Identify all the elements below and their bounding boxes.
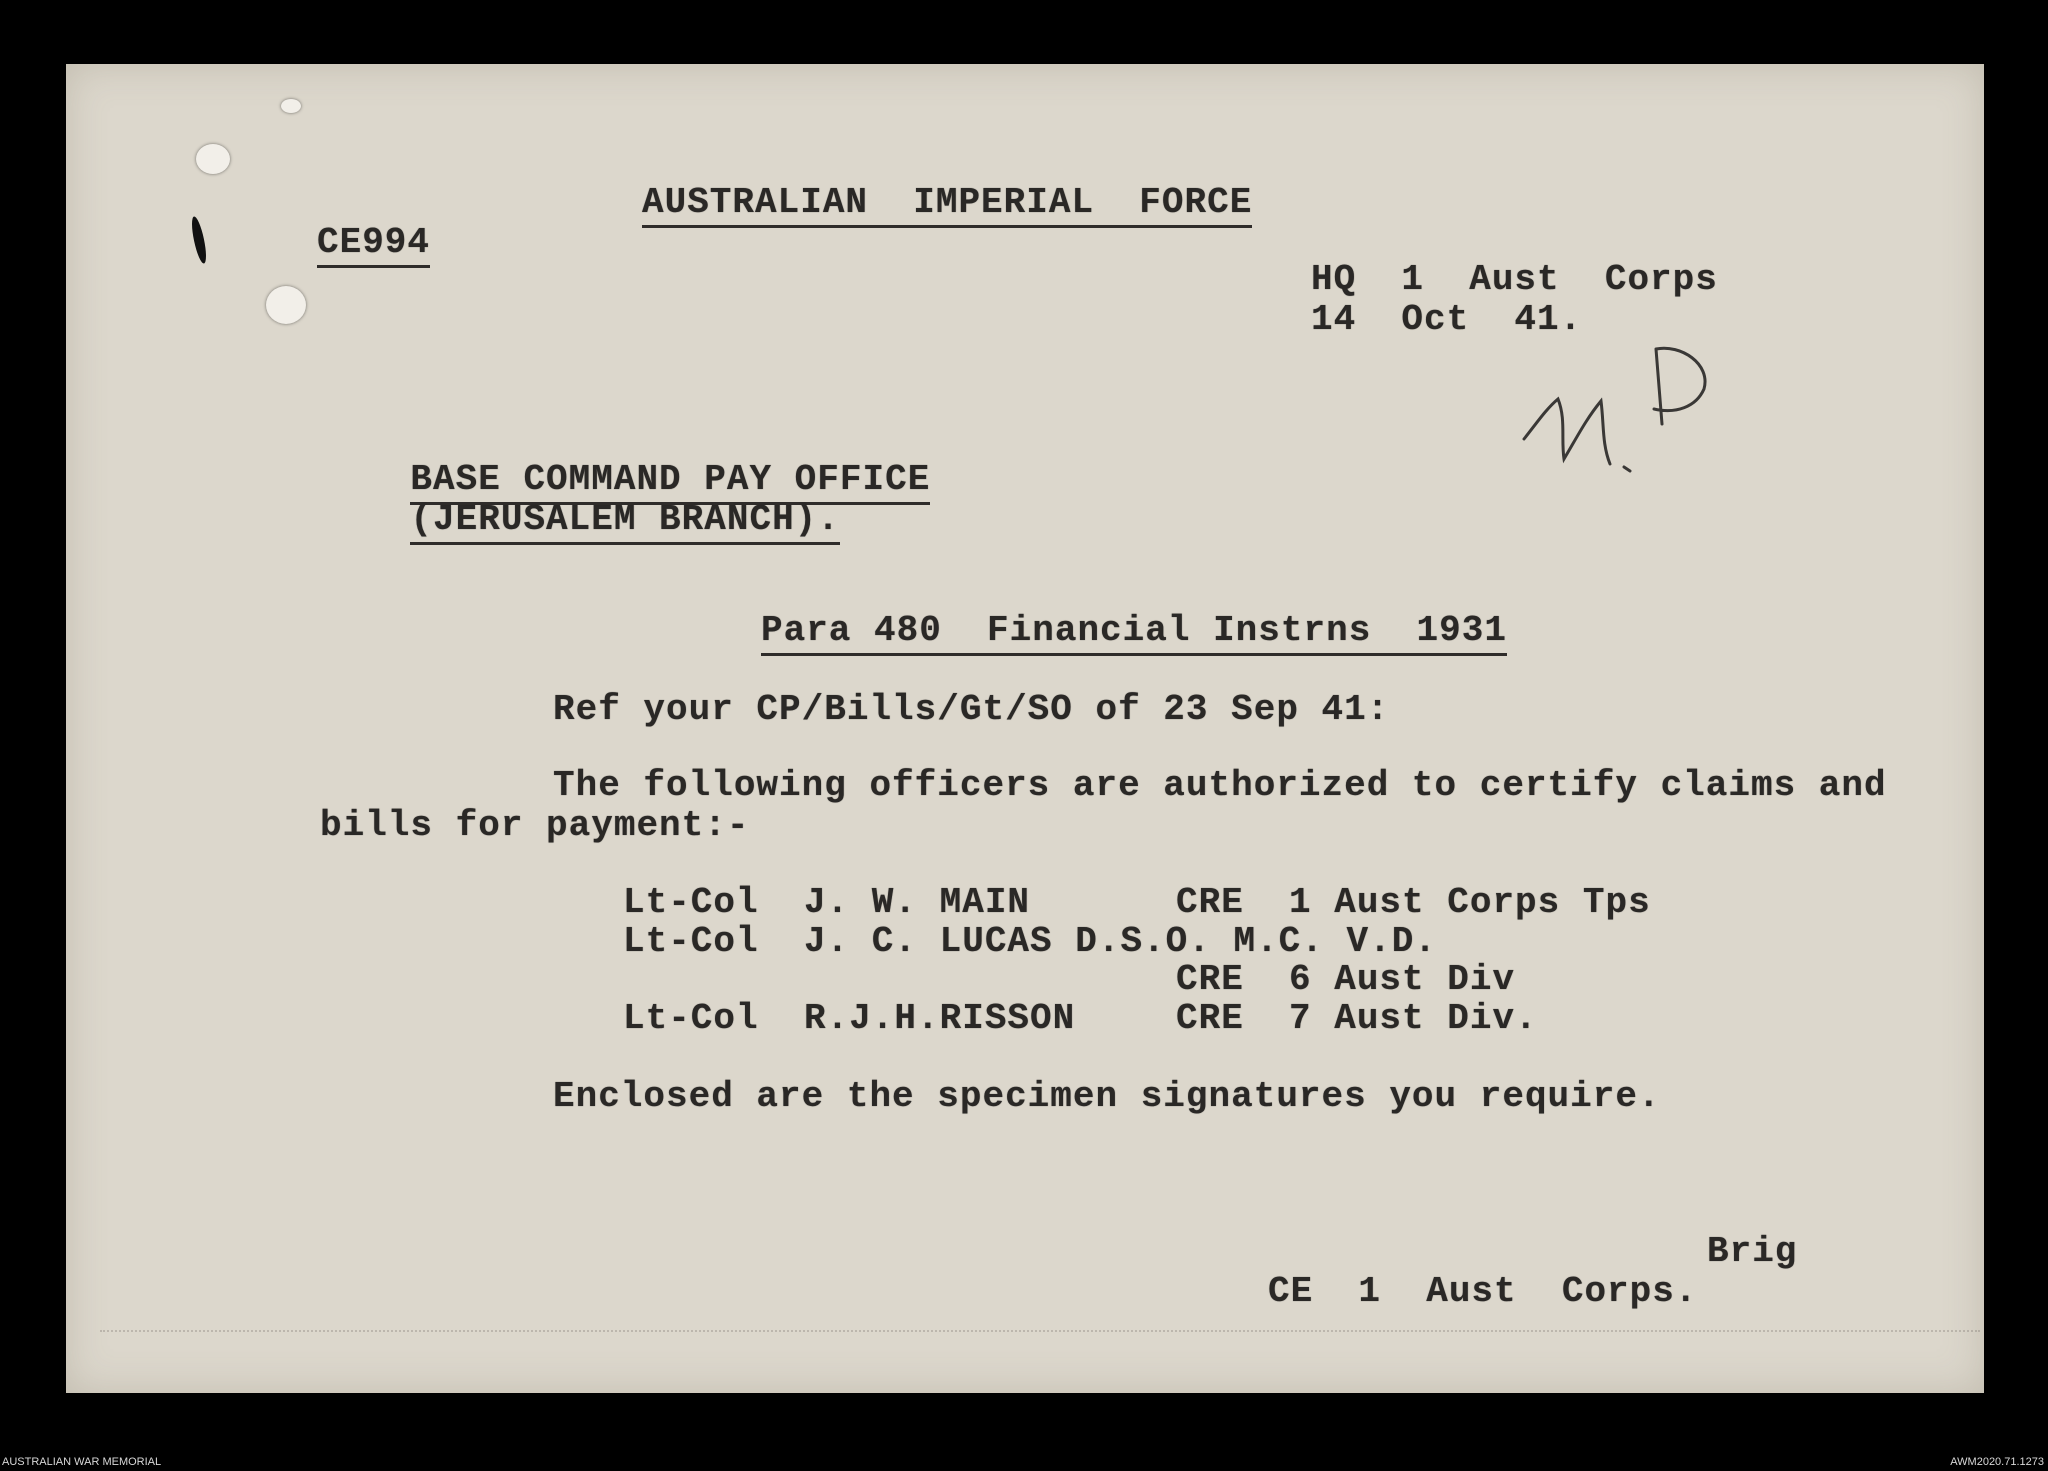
document-heading: AUSTRALIAN IMPERIAL FORCE: [642, 183, 1252, 228]
archive-item-number: AWM2020.71.1273: [1950, 1456, 2044, 1468]
officer-rank: Lt-Col: [623, 921, 759, 962]
signature-rank: Brig: [1707, 1231, 1798, 1272]
body-line-1: The following officers are authorized to certify claims and: [553, 765, 1887, 806]
sender-unit: HQ 1 Aust Corps: [1311, 259, 1718, 300]
signature-title: CE 1 Aust Corps.: [1268, 1271, 1698, 1312]
handwritten-initials: [1506, 329, 1726, 489]
officer-appointment: CRE 6 Aust Div: [1176, 959, 1516, 1000]
letter-date: 14 Oct 41.: [1311, 299, 1583, 340]
officer-appointment: CRE 1 Aust Corps Tps: [1176, 882, 1651, 923]
officer-name: J. W. MAIN: [804, 882, 1031, 923]
addressee-line-1: BASE COMMAND PAY OFFICE: [320, 420, 930, 540]
officer-rank: Lt-Col: [623, 998, 759, 1039]
file-reference: CE994: [317, 223, 430, 268]
officer-name: R.J.H.RISSON: [804, 998, 1076, 1039]
officer-rank: Lt-Col: [623, 882, 759, 923]
archive-credit: AUSTRALIAN WAR MEMORIAL: [2, 1456, 162, 1468]
enclosure-note: Enclosed are the specimen signatures you require.: [553, 1076, 1661, 1117]
punch-hole: [266, 286, 306, 324]
officer-appointment: CRE 7 Aust Div.: [1176, 998, 1538, 1039]
document-page: [66, 64, 1984, 1393]
subject-line: Para 480 Financial Instrns 1931: [761, 611, 1507, 656]
officer-name: J. C. LUCAS D.S.O. M.C. V.D.: [804, 921, 1437, 962]
reference-line: Ref your CP/Bills/Gt/SO of 23 Sep 41:: [553, 689, 1390, 730]
perforation-line: [100, 1330, 1980, 1332]
paper-tear: [189, 215, 209, 264]
punch-hole: [196, 144, 230, 174]
body-line-2: bills for payment:-: [320, 805, 750, 846]
punch-hole: [281, 99, 301, 113]
addressee-line-2: (JERUSALEM BRANCH).: [320, 460, 840, 580]
